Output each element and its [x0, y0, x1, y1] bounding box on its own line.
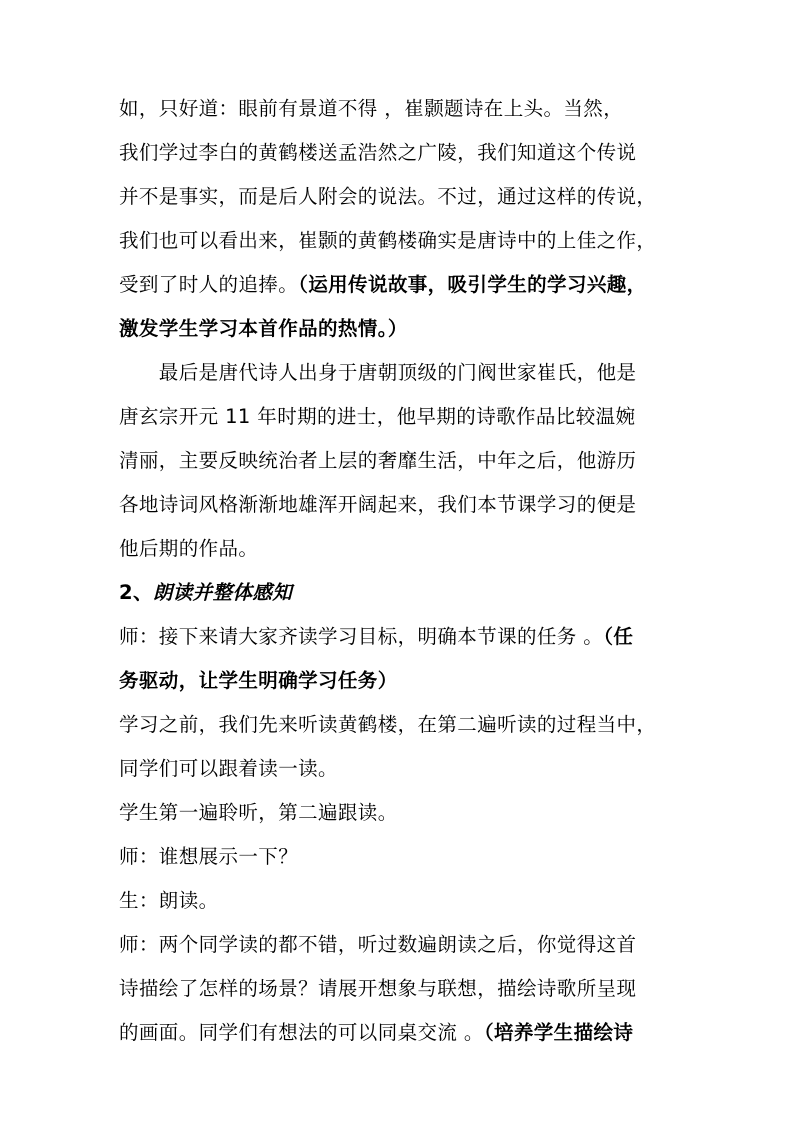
annotation-text: 务驱动，让学生明确学习任务） [119, 669, 398, 692]
annotation-line [119, 309, 679, 349]
text-line [119, 793, 679, 833]
text-span: 我们也可以看出来，崔颢的黄鹤楼确实是唐诗中的上佳之作， [119, 229, 657, 252]
paragraph-start-line [119, 353, 679, 393]
annotation-text: （运用传说故事，吸引学生的学习兴趣， [298, 273, 647, 296]
text-span: 唐玄宗开元 11 年时期的进士，他早期的诗歌作品比较温婉 [119, 405, 636, 428]
section-heading [119, 573, 679, 613]
text-span: 师：两个同学读的都不错，听过数遍朗读之后，你觉得这首 [119, 933, 637, 956]
annotation-line [119, 661, 679, 701]
annotation-text: （任 [603, 625, 634, 648]
text-line [119, 925, 679, 965]
text-span: 诗描绘了怎样的场景？请展开想象与联想，描绘诗歌所呈现 [119, 977, 637, 1000]
text-line [119, 881, 679, 921]
text-span: 生：朗读。 [119, 889, 219, 912]
section-title: 朗读并整体感知 [152, 581, 293, 604]
text-span: 清丽，主要反映统治者上层的奢靡生活，中年之后，他游历 [119, 449, 637, 472]
text-line [119, 617, 679, 657]
text-line [119, 969, 679, 1009]
text-span: 的画面。同学们有想法的可以同桌交流 。 [119, 1021, 484, 1044]
text-span: 师：接下来请大家齐读学习目标，明确本节课的任务 。 [119, 625, 604, 648]
text-span: 并不是事实，而是后人附会的说法。不过，通过这样的传说， [119, 185, 657, 208]
text-line [119, 89, 679, 129]
annotation-text: （培养学生描绘诗 [483, 1021, 634, 1044]
text-line [119, 265, 679, 305]
text-line [119, 705, 679, 745]
text-span: 师：谁想展示一下？ [119, 845, 299, 868]
text-line [119, 485, 679, 525]
text-span: 各地诗词风格渐渐地雄浑开阔起来，我们本节课学习的便是 [119, 493, 637, 516]
text-line [119, 221, 679, 261]
text-line [119, 749, 679, 789]
section-number: 2、 [119, 581, 153, 604]
text-span: 我们学过李白的黄鹤楼送孟浩然之广陵，我们知道这个传说 [119, 141, 637, 164]
text-span: 如，只好道：眼前有景道不得 ，崔颢题诗在上头。当然， [119, 97, 624, 120]
text-span: 同学们可以跟着读一读。 [119, 757, 338, 780]
text-span: 学生第一遍聆听，第二遍跟读。 [119, 801, 398, 824]
text-span: 受到了时人的追捧。 [119, 273, 299, 296]
text-line [119, 1013, 679, 1053]
annotation-text: 激发学生学习本首作品的热情。） [119, 317, 408, 340]
text-line [119, 133, 679, 173]
text-span: 他后期的作品。 [119, 537, 259, 560]
text-line [119, 441, 679, 481]
text-line [119, 837, 679, 877]
text-span: 学习之前，我们先来听读黄鹤楼，在第二遍听读的过程当中， [119, 713, 657, 736]
text-line [119, 397, 679, 437]
text-span: 最后是唐代诗人出身于唐朝顶级的门阀世家崔氏，他是 [119, 361, 637, 384]
text-line [119, 177, 679, 217]
text-line [119, 529, 679, 569]
